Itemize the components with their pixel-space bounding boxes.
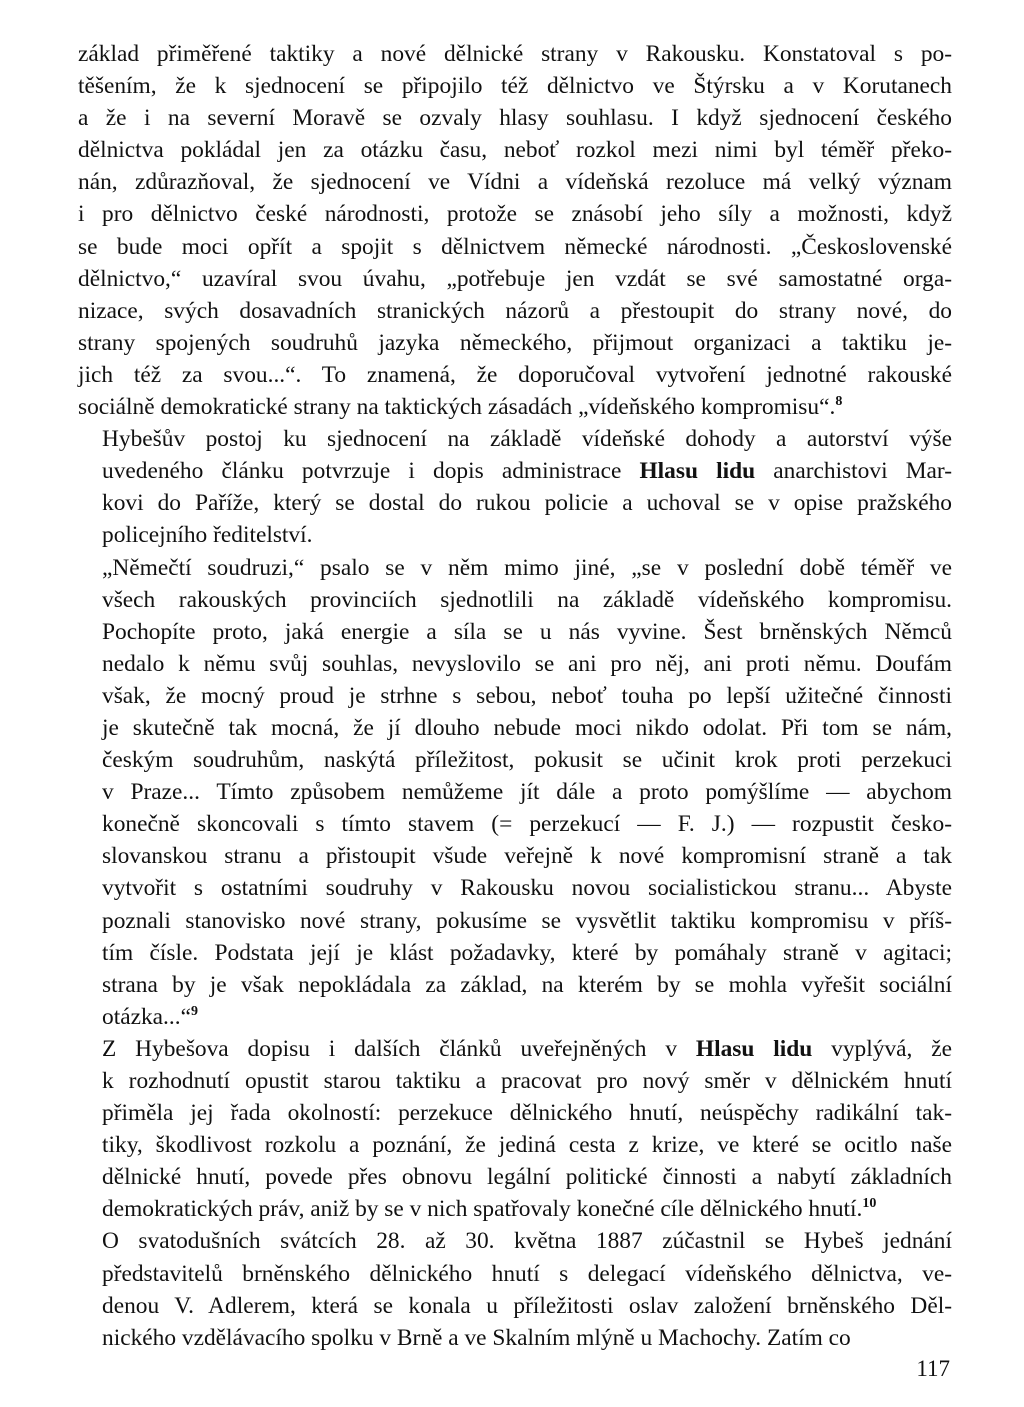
footnote-ref: 9 [190, 1004, 198, 1020]
text-line [78, 840, 952, 872]
text-line [78, 327, 952, 359]
text-line [78, 1258, 952, 1290]
text-run: je skutečně tak mocná, že jí dlouho nebude moci nikdo odolat. Při tom se nám, [102, 714, 952, 741]
text-run: „Němečtí soudruzi,“ psalo se v něm mimo jiné, „se v poslední době téměř ve [102, 554, 952, 581]
footnote-ref: 10 [862, 1196, 877, 1212]
text-line [78, 552, 952, 584]
text-run: demokratických práv, aniž by se v nich spatřovaly konečné cíle dělnického hnutí. [102, 1196, 863, 1223]
text-line [78, 937, 952, 969]
text-line [78, 1065, 952, 1097]
body-text [78, 38, 952, 1354]
text-run: nán, zdůrazňoval, že sjednocení ve Vídni a vídeňská rezoluce má velký význam [78, 169, 952, 196]
text-run: nedalo k němu svůj souhlas, nevyslovilo se ani pro něj, ani proti němu. Doufám [102, 650, 952, 677]
text-line [78, 776, 952, 808]
page-number: 117 [916, 1356, 950, 1381]
text-run: konečně skoncovali s tímto stavem (= perzekucí — F. J.) — rozpustit česko- [102, 811, 952, 838]
text-line [78, 166, 952, 198]
text-run: otázka...“ [102, 1003, 191, 1030]
text-run: sociálně demokratické strany na taktických zásadách „vídeňského kompromisu“. [78, 394, 836, 421]
text-run: tím čísle. Podstata její je klást požadavky, které by pomáhaly straně v agitaci; [102, 939, 952, 966]
text-run: strana by je však nepokládala za základ, na kterém by se mohla vyřešit sociální [102, 971, 952, 998]
paragraph [78, 38, 952, 423]
text-run: přiměla jej řada okolností: perzekuce dělnického hnutí, neúspěchy radikální tak- [102, 1100, 952, 1127]
text-line [78, 359, 952, 391]
text-run: k rozhodnutí opustit starou taktiku a pracovat pro nový směr v dělnickém hnutí [102, 1068, 952, 1094]
text-line [78, 391, 952, 423]
text-line [78, 616, 952, 648]
footnote-ref: 8 [835, 394, 843, 410]
text-line [78, 1225, 952, 1257]
text-line [78, 102, 952, 134]
text-line [78, 872, 952, 904]
text-run: vytvořit s ostatními soudruhy v Rakousku novou socialistickou stranu... Abyste [102, 875, 952, 902]
text-line [78, 905, 952, 937]
text-line [78, 680, 952, 712]
text-run: tiky, škodlivost rozkolu a poznání, že jediná cesta z krize, ve které se ocitlo naše [102, 1132, 952, 1159]
text-line [78, 1290, 952, 1322]
text-line [78, 295, 952, 327]
text-run: i pro dělnictvo české národnosti, protože se znásobí jeho síly a možnosti, když [78, 201, 952, 228]
text-line [78, 1322, 952, 1354]
text-run: nizace, svých dosavadních stranických názorů a přestoupit do strany nové, do [78, 297, 952, 324]
text-run: v Praze... Tímto způsobem nemůžeme jít dále a proto pomýšlíme — abychom [102, 779, 952, 806]
bold-run: Hlasu lidu [639, 458, 756, 485]
text-line [78, 423, 952, 455]
text-line [78, 1033, 952, 1065]
text-line [78, 808, 952, 840]
text-run: Hybešův postoj ku sjednocení na základě vídeňské dohody a autorství výše [102, 426, 952, 453]
text-line [78, 1001, 952, 1033]
text-run: O svatodušních svátcích 28. až 30. května 1887 zúčastnil se Hybeš jednání [102, 1228, 952, 1255]
text-line [78, 1129, 952, 1161]
text-run: a že i na severní Moravě se ozvaly hlasy souhlasu. I když sjednocení českého [78, 105, 952, 132]
text-run: slovanskou stranu a přistoupit všude veřejně k nové kompromisní straně a tak [102, 843, 952, 870]
text-run: však, že mocný proud je strhne s sebou, neboť touha po lepší užitečné činnosti [102, 682, 952, 709]
text-line [78, 744, 952, 776]
text-run: policejního ředitelství. [102, 522, 313, 549]
text-line [78, 134, 952, 166]
text-line [78, 198, 952, 230]
paragraph [78, 1225, 952, 1353]
text-run: denou V. Adlerem, která se konala u příležitosti oslav založení brněnského Děl- [102, 1292, 952, 1319]
paragraph [78, 1033, 952, 1226]
text-line [78, 584, 952, 616]
text-run: dělnické hnutí, povede přes obnovu legální politické činnosti a nabytí základních [102, 1164, 952, 1191]
text-line [78, 712, 952, 744]
text-run: uvedeného článku potvrzuje i dopis administrace [102, 458, 640, 485]
text-line [78, 969, 952, 1001]
text-line [78, 70, 952, 102]
text-line [78, 1193, 952, 1225]
text-run: českým soudruhům, naskýtá příležitost, pokusit se učinit krok proti perzekuci [102, 747, 952, 774]
text-line [78, 648, 952, 680]
text-run: kovi do Paříže, který se dostal do rukou policie a uchoval se v opise pražského [102, 490, 952, 517]
page-content [78, 38, 952, 1378]
text-run: Pochopíte proto, jaká energie a síla se u nás vyvine. Šest brněnských Němců [102, 618, 952, 645]
text-line [78, 263, 952, 295]
text-run: základ přiměřené taktiky a nové dělnické strany v Rakousku. Konstatoval s po- [78, 41, 952, 67]
text-line [78, 231, 952, 263]
text-run: představitelů brněnského dělnického hnutí s delegací vídeňského dělnictva, ve- [102, 1260, 952, 1287]
text-line [78, 1097, 952, 1129]
text-run: se bude moci opřít a spojit s dělnictvem německé národnosti. „Československé [78, 233, 952, 260]
text-run: strany spojených soudruhů jazyka německého, přijmout organizaci a taktiku je- [78, 329, 952, 356]
text-run: poznali stanovisko nové strany, pokusíme se vysvětlit taktiku kompromisu v příš- [102, 907, 952, 934]
paragraph [78, 423, 952, 551]
text-run: anarchistovi Mar- [755, 458, 952, 485]
text-run: vyplývá, že [812, 1035, 952, 1062]
text-line [78, 487, 952, 519]
text-run: Z Hybešova dopisu i dalších článků uveřejněných v [102, 1035, 696, 1062]
paragraph [78, 552, 952, 1033]
text-run: dělnictvo,“ uzavíral svou úvahu, „potřebuje jen vzdát se své samostatné orga- [78, 265, 952, 292]
text-line [78, 1161, 952, 1193]
text-line [78, 519, 952, 551]
text-line [78, 455, 952, 487]
text-run: všech rakouských provinciích sjednotlili na základě vídeňského kompromisu. [102, 586, 952, 613]
text-line [78, 38, 952, 70]
text-run: jich též za svou...“. To znamená, že doporučoval vytvoření jednotné rakouské [78, 361, 952, 388]
text-run: nického vzdělávacího spolku v Brně a ve Skalním mlýně u Machochy. Zatím co [102, 1324, 851, 1351]
text-run: dělnictva pokládal jen za otázku času, neboť rozkol mezi nimi byl téměř překo- [78, 137, 952, 164]
text-run: těšením, že k sjednocení se připojilo též dělnictvo ve Štýrsku a v Korutanech [78, 73, 952, 100]
bold-run: Hlasu lidu [695, 1035, 813, 1062]
